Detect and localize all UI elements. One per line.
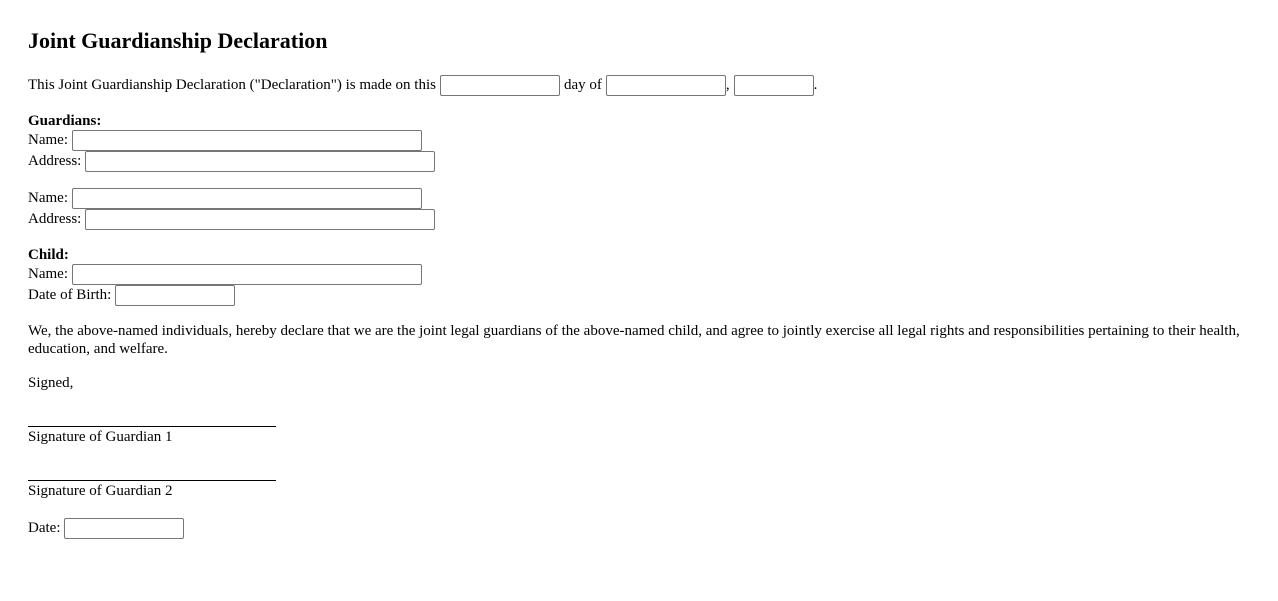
guardian-2-name-row: [28, 187, 422, 209]
guardian-2-address-input[interactable]: [85, 209, 435, 230]
page-title: Joint Guardianship Declaration: [28, 28, 328, 53]
date-label: Date:: [28, 520, 61, 536]
guardian-2-name-input[interactable]: [72, 188, 422, 209]
child-dob-label: Date of Birth:: [28, 287, 112, 303]
intro-period: .: [813, 77, 818, 93]
month-input[interactable]: [606, 75, 726, 96]
intro-day-of-text: day of: [563, 77, 602, 93]
guardians-heading: Guardians:: [28, 113, 102, 129]
guardian-1-name-label: Name:: [28, 132, 68, 148]
child-dob-input[interactable]: [115, 285, 235, 306]
child-name-row: [28, 263, 422, 285]
signature-label-2: Signature of Guardian 2: [28, 483, 173, 499]
declaration-paragraph: We, the above-named individuals, hereby declare that we are the joint legal guardians of the above-named child, and agree to jointly exercise all legal rights and responsibilities pertaining to their health, education, and welfare.: [28, 323, 1240, 357]
signature-label-1: Signature of Guardian 1: [28, 429, 173, 445]
child-heading: Child:: [28, 247, 69, 263]
guardian-1-address-row: [28, 150, 435, 172]
date-row: [28, 517, 184, 539]
guardian-1-address-label: Address:: [28, 153, 82, 169]
child-name-input[interactable]: [72, 264, 422, 285]
signature-line-1[interactable]: [28, 426, 276, 427]
intro-comma: ,: [725, 77, 730, 93]
day-input[interactable]: [440, 75, 560, 96]
signature-line-2[interactable]: [28, 480, 276, 481]
guardian-2-name-label: Name:: [28, 190, 68, 206]
guardian-2-address-row: [28, 208, 435, 230]
intro-line: [28, 74, 817, 96]
date-input[interactable]: [64, 518, 184, 539]
guardian-1-name-input[interactable]: [72, 130, 422, 151]
guardian-1-name-row: [28, 129, 422, 151]
guardian-1-address-input[interactable]: [85, 151, 435, 172]
year-input[interactable]: [734, 75, 814, 96]
child-name-label: Name:: [28, 266, 68, 282]
signed-label: Signed,: [28, 375, 74, 391]
guardian-2-address-label: Address:: [28, 211, 82, 227]
child-dob-row: [28, 284, 235, 306]
intro-text: This Joint Guardianship Declaration ("Declaration") is made on this: [28, 77, 436, 93]
